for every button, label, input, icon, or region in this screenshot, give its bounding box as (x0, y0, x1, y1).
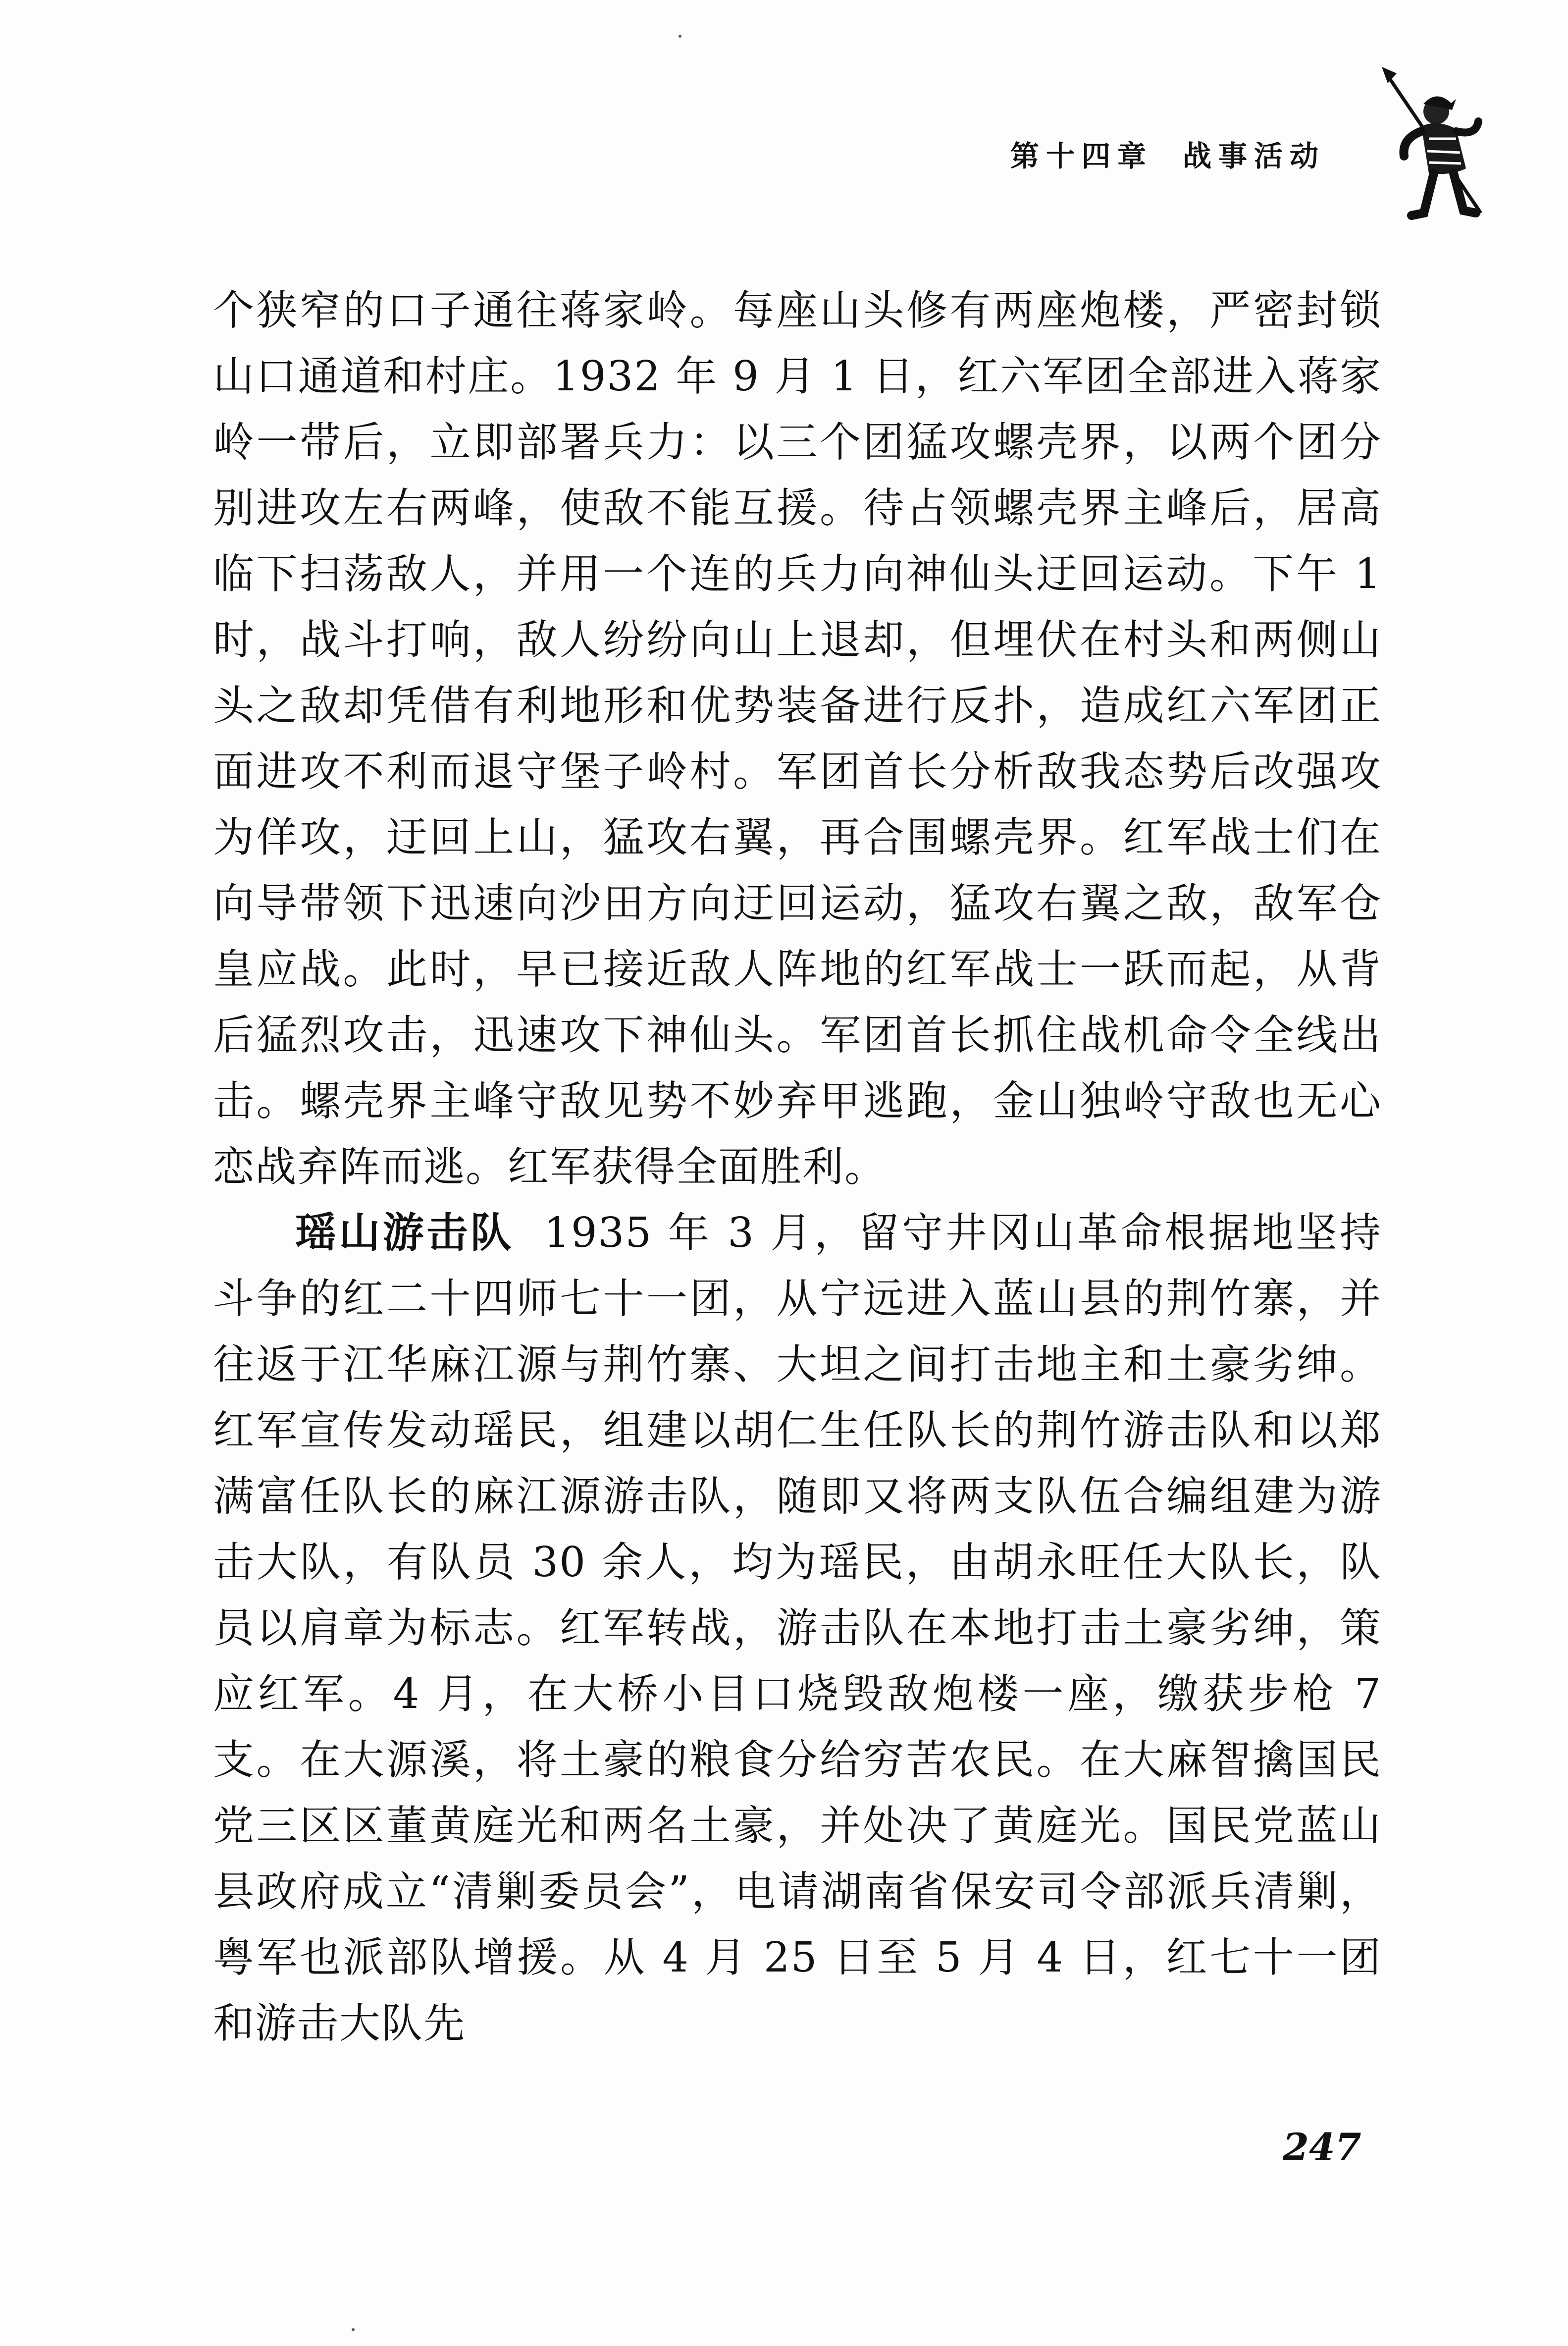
scan-speck (352, 2328, 355, 2331)
chapter-title: 第十四章 (1010, 139, 1153, 173)
paragraph-heading: 瑶山游击队 (295, 1209, 515, 1257)
paragraph-text: 个狭窄的口子通往蒋家岭。每座山头修有两座炮楼，严密封锁山口通道和村庄。1932 年 9 月 1 日，红六军团全部进入蒋家岭一带后，立即部署兵力：以三个团猛攻螺壳界，以两个团分别进攻左右两峰，使敌不能互援。待占领螺壳界主峰后，居高临下扫荡敌人，并用一个连的兵力向神仙头迂回运动。下午 1 时，战斗打响，敌人纷纷向山上退却，但埋伏在村头和两侧山头之敌却凭借有利地形和优势装备进行反扑，造成红六军团正面进攻不利而退守堡子岭村。军团首长分析敌我态势后改强攻为佯攻，迂回上山，猛攻右翼，再合围螺壳界。红军战士们在向导带领下迅速向沙田方向迂回运动，猛攻右翼之敌，敌军仓皇应战。此时，早已接近敌人阵地的红军战士一跃而起，从背后猛烈攻击，迅速攻下神仙头。军团首长抓住战机命令全线出击。螺壳界主峰守敌见势不妙弃甲逃跑，金山独岭守敌也无心恋战弃阵而逃。红军获得全面胜利。 (213, 286, 1382, 1191)
scan-speck (679, 35, 681, 38)
body-text (213, 277, 1382, 2056)
running-header (1010, 124, 1325, 183)
section-title: 战事活动 (1183, 139, 1326, 173)
paragraph-text: 1935 年 3 月，留守井冈山革命根据地坚持斗争的红二十四师七十一团，从宁远进入蓝山县的荆竹寨，并往返于江华麻江源与荆竹寨、大坦之间打击地主和土豪劣绅。红军宣传发动瑶民，组建以胡仁生任队长的荆竹游击队和以郑满富任队长的麻江源游击队，随即又将两支队伍合编组建为游击大队，有队员 30 余人，均为瑶民，由胡永旺任大队长，队员以肩章为标志。红军转战，游击队在本地打击土豪劣绅，策应红军。4 月，在大桥小目口烧毁敌炮楼一座，缴获步枪 7 支。在大源溪，将土豪的粮食分给穷苦农民。在大麻智擒国民党三区区董黄庭光和两名土豪，并处决了黄庭光。国民党蓝山县政府成立“清剿委员会”，电请湖南省保安司令部派兵清剿，粤军也派部队增援。从 4 月 25 日至 5 月 4 日，红七十一团和游击大队先 (213, 1209, 1382, 2047)
paragraph-yaoshan-guerrillas (213, 1200, 1382, 2056)
warrior-figure-icon (1382, 64, 1486, 228)
paragraph-continued (213, 277, 1382, 1200)
page-number: 247 (1283, 2125, 1361, 2169)
